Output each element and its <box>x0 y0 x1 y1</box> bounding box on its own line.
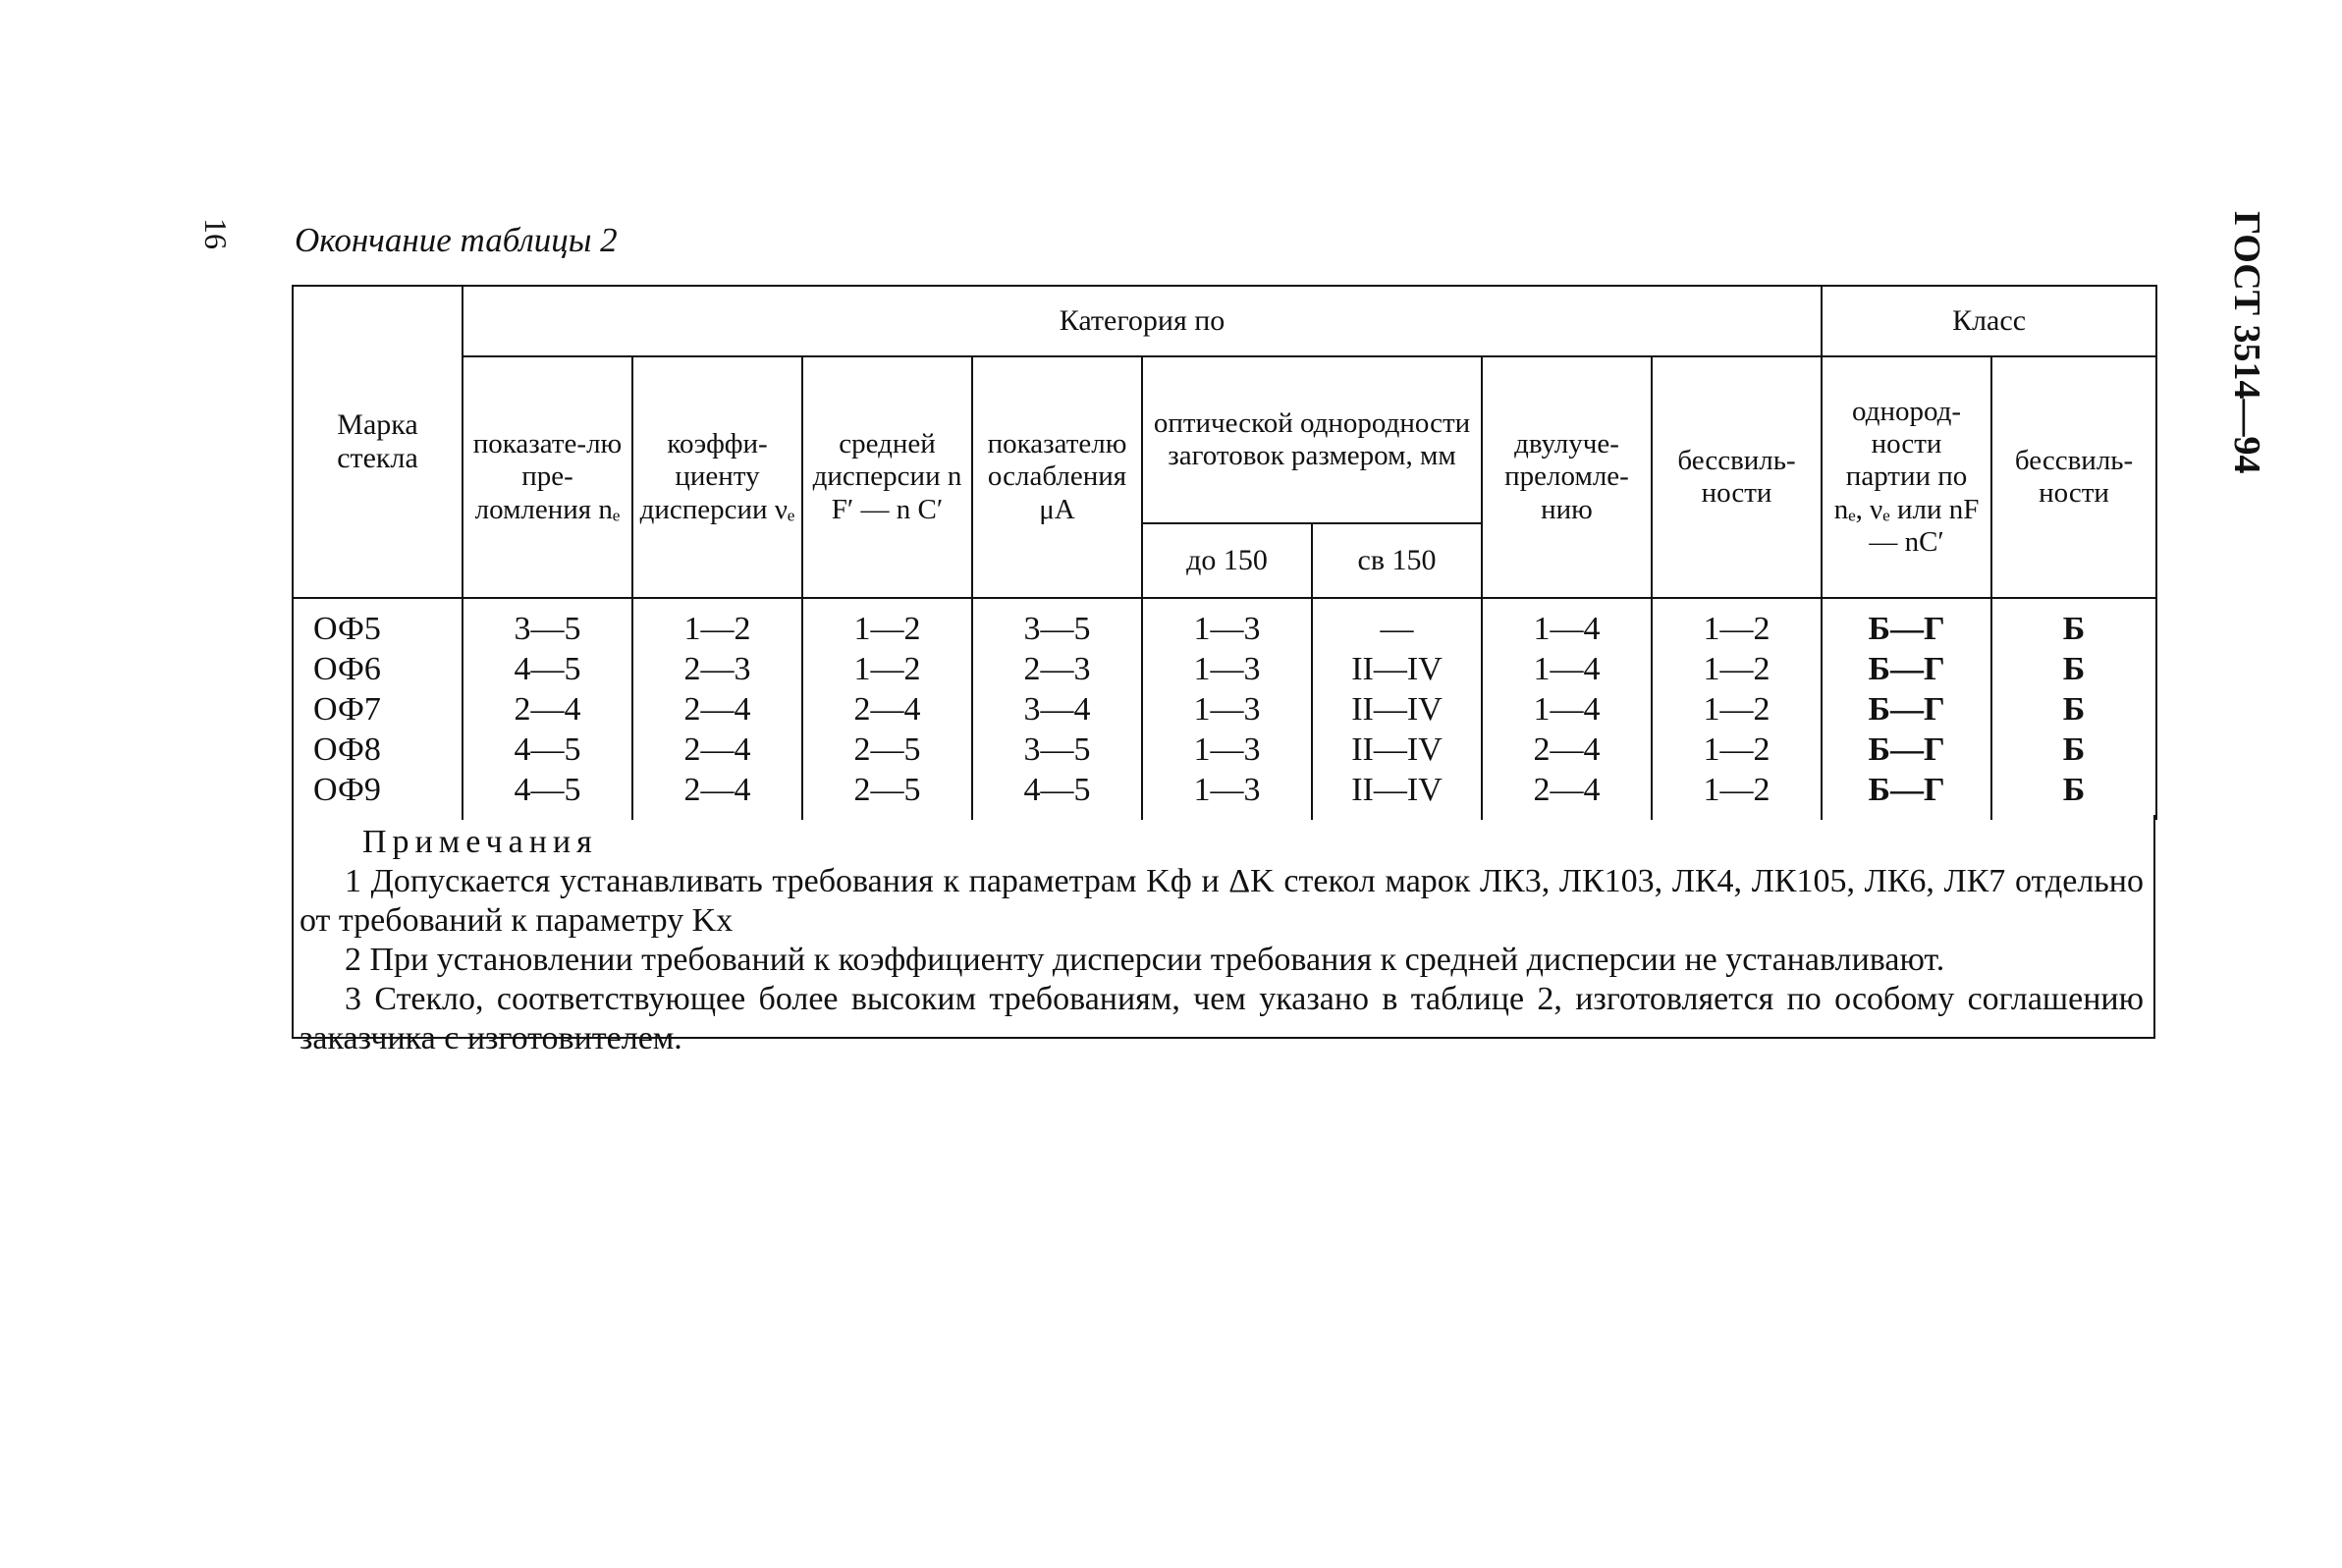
cell-attenuation: 4—5 <box>972 770 1142 820</box>
cell-mean-dispersion: 2—4 <box>802 689 972 730</box>
cell-mean-dispersion: 1—2 <box>802 598 972 649</box>
cell-birefringence: 2—4 <box>1482 730 1652 770</box>
cell-over150: II—IV <box>1312 730 1482 770</box>
cell-mark: ОФ6 <box>293 649 463 689</box>
header-class-striae: бессвиль-ности <box>1991 356 2156 598</box>
cell-class-striae: Б <box>1991 689 2156 730</box>
header-size-upto-150: до 150 <box>1142 523 1312 598</box>
cell-class-homogeneity: Б—Г <box>1822 689 1991 730</box>
cell-mark: ОФ9 <box>293 770 463 820</box>
cell-striae: 1—2 <box>1652 689 1822 730</box>
cell-refraction: 4—5 <box>463 730 632 770</box>
note-item: 1 Допускается устанавливать требования к параметрам Kф и ΔK стекол марок ЛК3, ЛК103, ЛК4, ЛК105, ЛК6, ЛК7 отдельно от требований к параметру Kx <box>300 863 2144 939</box>
header-dispersion-coef: коэффи-циенту дисперсии νₑ <box>632 356 802 598</box>
table-row <box>293 598 2156 649</box>
cell-upto150: 1—3 <box>1142 689 1312 730</box>
cell-class-striae: Б <box>1991 598 2156 649</box>
header-optical-homogeneity: оптической однородности заготовок размером, мм <box>1142 356 1482 523</box>
header-attenuation: показателю ослабления μA <box>972 356 1142 598</box>
cell-refraction: 4—5 <box>463 649 632 689</box>
cell-dispersion-coef: 2—3 <box>632 649 802 689</box>
notes-title: Примечания <box>362 824 598 860</box>
table-row <box>293 649 2156 689</box>
cell-dispersion-coef: 1—2 <box>632 598 802 649</box>
cell-over150: II—IV <box>1312 770 1482 820</box>
document-code: ГОСТ 3514—94 <box>2226 211 2267 474</box>
cell-striae: 1—2 <box>1652 598 1822 649</box>
cell-class-striae: Б <box>1991 730 2156 770</box>
cell-birefringence: 2—4 <box>1482 770 1652 820</box>
header-size-over-150: св 150 <box>1312 523 1482 598</box>
cell-mean-dispersion: 2—5 <box>802 730 972 770</box>
cell-dispersion-coef: 2—4 <box>632 689 802 730</box>
note-item: 2 При установлении требований к коэффициенту дисперсии требования к средней дисперсии не устанавливают. <box>345 942 1945 978</box>
cell-dispersion-coef: 2—4 <box>632 730 802 770</box>
cell-class-homogeneity: Б—Г <box>1822 730 1991 770</box>
cell-mark: ОФ5 <box>293 598 463 649</box>
cell-attenuation: 3—5 <box>972 730 1142 770</box>
cell-upto150: 1—3 <box>1142 598 1312 649</box>
cell-striae: 1—2 <box>1652 649 1822 689</box>
cell-refraction: 4—5 <box>463 770 632 820</box>
cell-upto150: 1—3 <box>1142 770 1312 820</box>
cell-birefringence: 1—4 <box>1482 598 1652 649</box>
notes-section <box>292 815 2155 1056</box>
cell-attenuation: 2—3 <box>972 649 1142 689</box>
cell-mean-dispersion: 1—2 <box>802 649 972 689</box>
cell-class-striae: Б <box>1991 649 2156 689</box>
header-striae: бессвиль-ности <box>1652 356 1822 598</box>
cell-over150: II—IV <box>1312 689 1482 730</box>
note-item: 3 Стекло, соответствующее более высоким требованиям, чем указано в таблице 2, изготовляется по особому соглашению заказчика с изготовителем. <box>300 981 2144 1056</box>
cell-class-homogeneity: Б—Г <box>1822 598 1991 649</box>
cell-over150: — <box>1312 598 1482 649</box>
page-number: 16 <box>198 218 234 249</box>
header-refraction: показате-лю пре-ломления nₑ <box>463 356 632 598</box>
cell-over150: II—IV <box>1312 649 1482 689</box>
cell-striae: 1—2 <box>1652 730 1822 770</box>
cell-mean-dispersion: 2—5 <box>802 770 972 820</box>
cell-dispersion-coef: 2—4 <box>632 770 802 820</box>
cell-attenuation: 3—5 <box>972 598 1142 649</box>
cell-mark: ОФ7 <box>293 689 463 730</box>
cell-birefringence: 1—4 <box>1482 689 1652 730</box>
cell-attenuation: 3—4 <box>972 689 1142 730</box>
header-mean-dispersion: средней дисперсии n F′ — n C′ <box>802 356 972 598</box>
table-row <box>293 689 2156 730</box>
table-row <box>293 770 2156 820</box>
header-birefringence: двулуче-преломле-нию <box>1482 356 1652 598</box>
cell-refraction: 3—5 <box>463 598 632 649</box>
cell-class-homogeneity: Б—Г <box>1822 649 1991 689</box>
cell-class-striae: Б <box>1991 770 2156 820</box>
cell-mark: ОФ8 <box>293 730 463 770</box>
cell-upto150: 1—3 <box>1142 649 1312 689</box>
table-row <box>293 730 2156 770</box>
header-class-group: Класс <box>1822 286 2156 356</box>
glass-categories-table <box>292 285 2157 820</box>
cell-striae: 1—2 <box>1652 770 1822 820</box>
cell-upto150: 1—3 <box>1142 730 1312 770</box>
cell-refraction: 2—4 <box>463 689 632 730</box>
cell-birefringence: 1—4 <box>1482 649 1652 689</box>
table-caption: Окончание таблицы 2 <box>295 221 618 259</box>
header-class-homogeneity: однород-ности партии по nₑ, νₑ или nF — nC′ <box>1822 356 1991 598</box>
header-category-group: Категория по <box>463 286 1822 356</box>
header-mark: Марка стекла <box>293 286 463 598</box>
cell-class-homogeneity: Б—Г <box>1822 770 1991 820</box>
